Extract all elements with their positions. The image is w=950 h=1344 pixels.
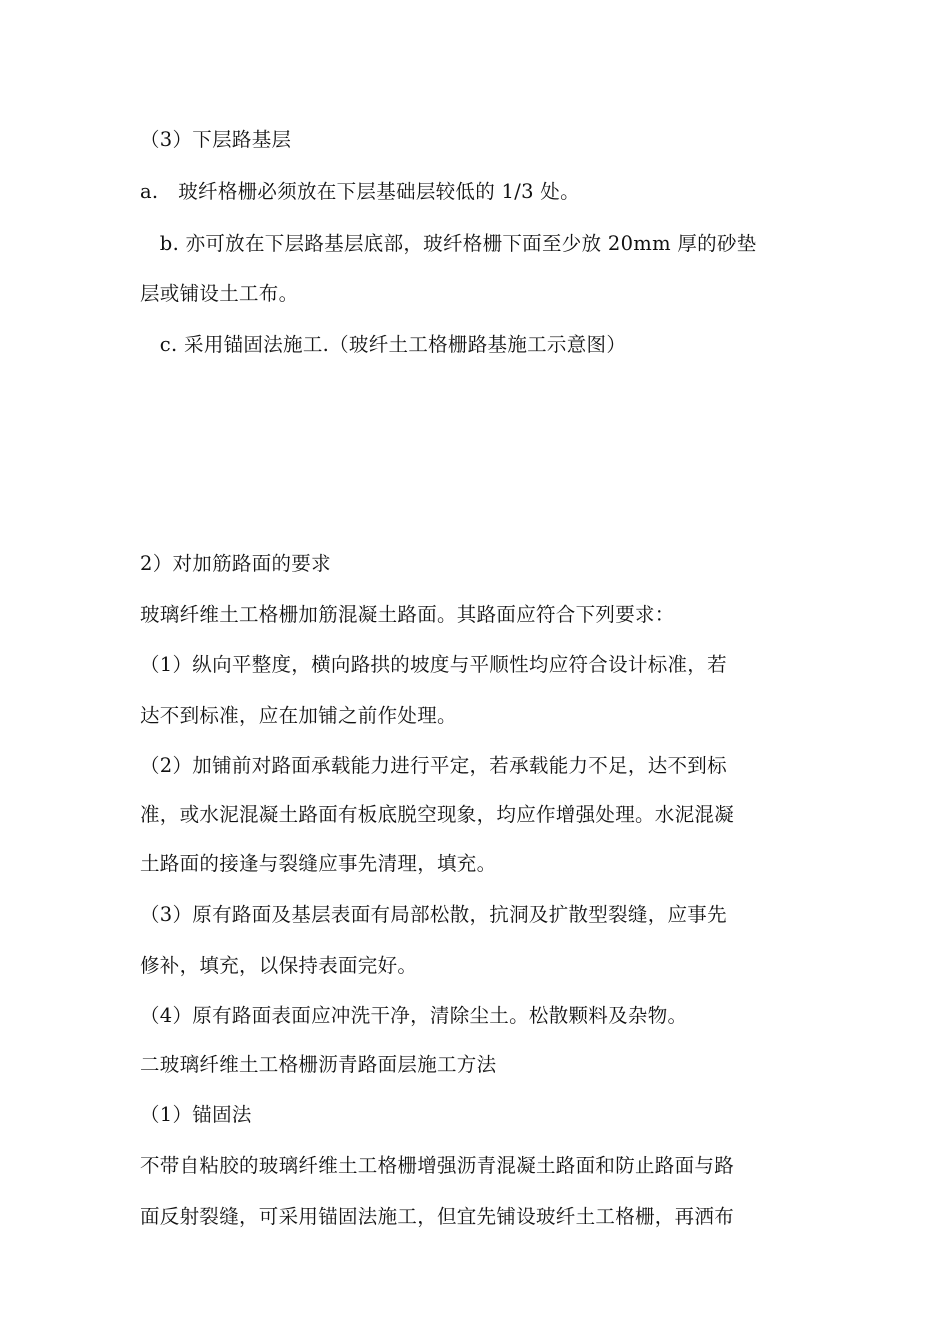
paragraph-anchoring: 不带自粘胶的玻璃纤维土工格栅增强沥青混凝土路面和防止路面与路 [140,1154,735,1177]
list-item-b: b. 亦可放在下层路基层底部，玻纤格栅下面至少放 20mm 厚的砂垫 [140,232,757,255]
subsection-heading-lower-subgrade: （3）下层路基层 [140,128,292,151]
subsection-heading-anchoring: （1）锚固法 [140,1103,252,1126]
list-item-a: a. 玻纤格栅必须放在下层基础层较低的 1/3 处。 [140,180,580,203]
requirement-3-continued: 修补，填充，以保持表面完好。 [140,954,418,977]
requirement-2: （2）加铺前对路面承载能力进行平定，若承载能力不足，达不到标 [140,754,727,777]
section-heading-reinforced-pavement: 2）对加筋路面的要求 [140,552,331,575]
requirement-2-continued-2: 土路面的接逢与裂缝应事先清理，填充。 [140,852,497,875]
requirement-3: （3）原有路面及基层表面有局部松散，抗洞及扩散型裂缝，应事先 [140,903,727,926]
requirement-1-continued: 达不到标准，应在加铺之前作处理。 [140,704,457,727]
list-item-b-continued: 层或铺设土工布。 [140,282,299,305]
requirement-2-continued: 准，或水泥混凝土路面有板底脱空现象，均应作增强处理。水泥混凝 [140,803,735,826]
requirement-1: （1）纵向平整度，横向路拱的坡度与平顺性均应符合设计标准，若 [140,653,727,676]
paragraph-intro: 玻璃纤维土工格栅加筋混凝土路面。其路面应符合下列要求： [140,603,675,626]
section-heading-construction-method: 二玻璃纤维土工格栅沥青路面层施工方法 [140,1053,497,1076]
paragraph-anchoring-continued: 面反射裂缝，可采用锚固法施工，但宜先铺设玻纤土工格栅，再洒布 [140,1205,735,1228]
requirement-4: （4）原有路面表面应冲洗干净，清除尘土。松散颗料及杂物。 [140,1004,688,1027]
list-item-c: c. 采用锚固法施工.（玻纤土工格栅路基施工示意图） [140,333,627,356]
